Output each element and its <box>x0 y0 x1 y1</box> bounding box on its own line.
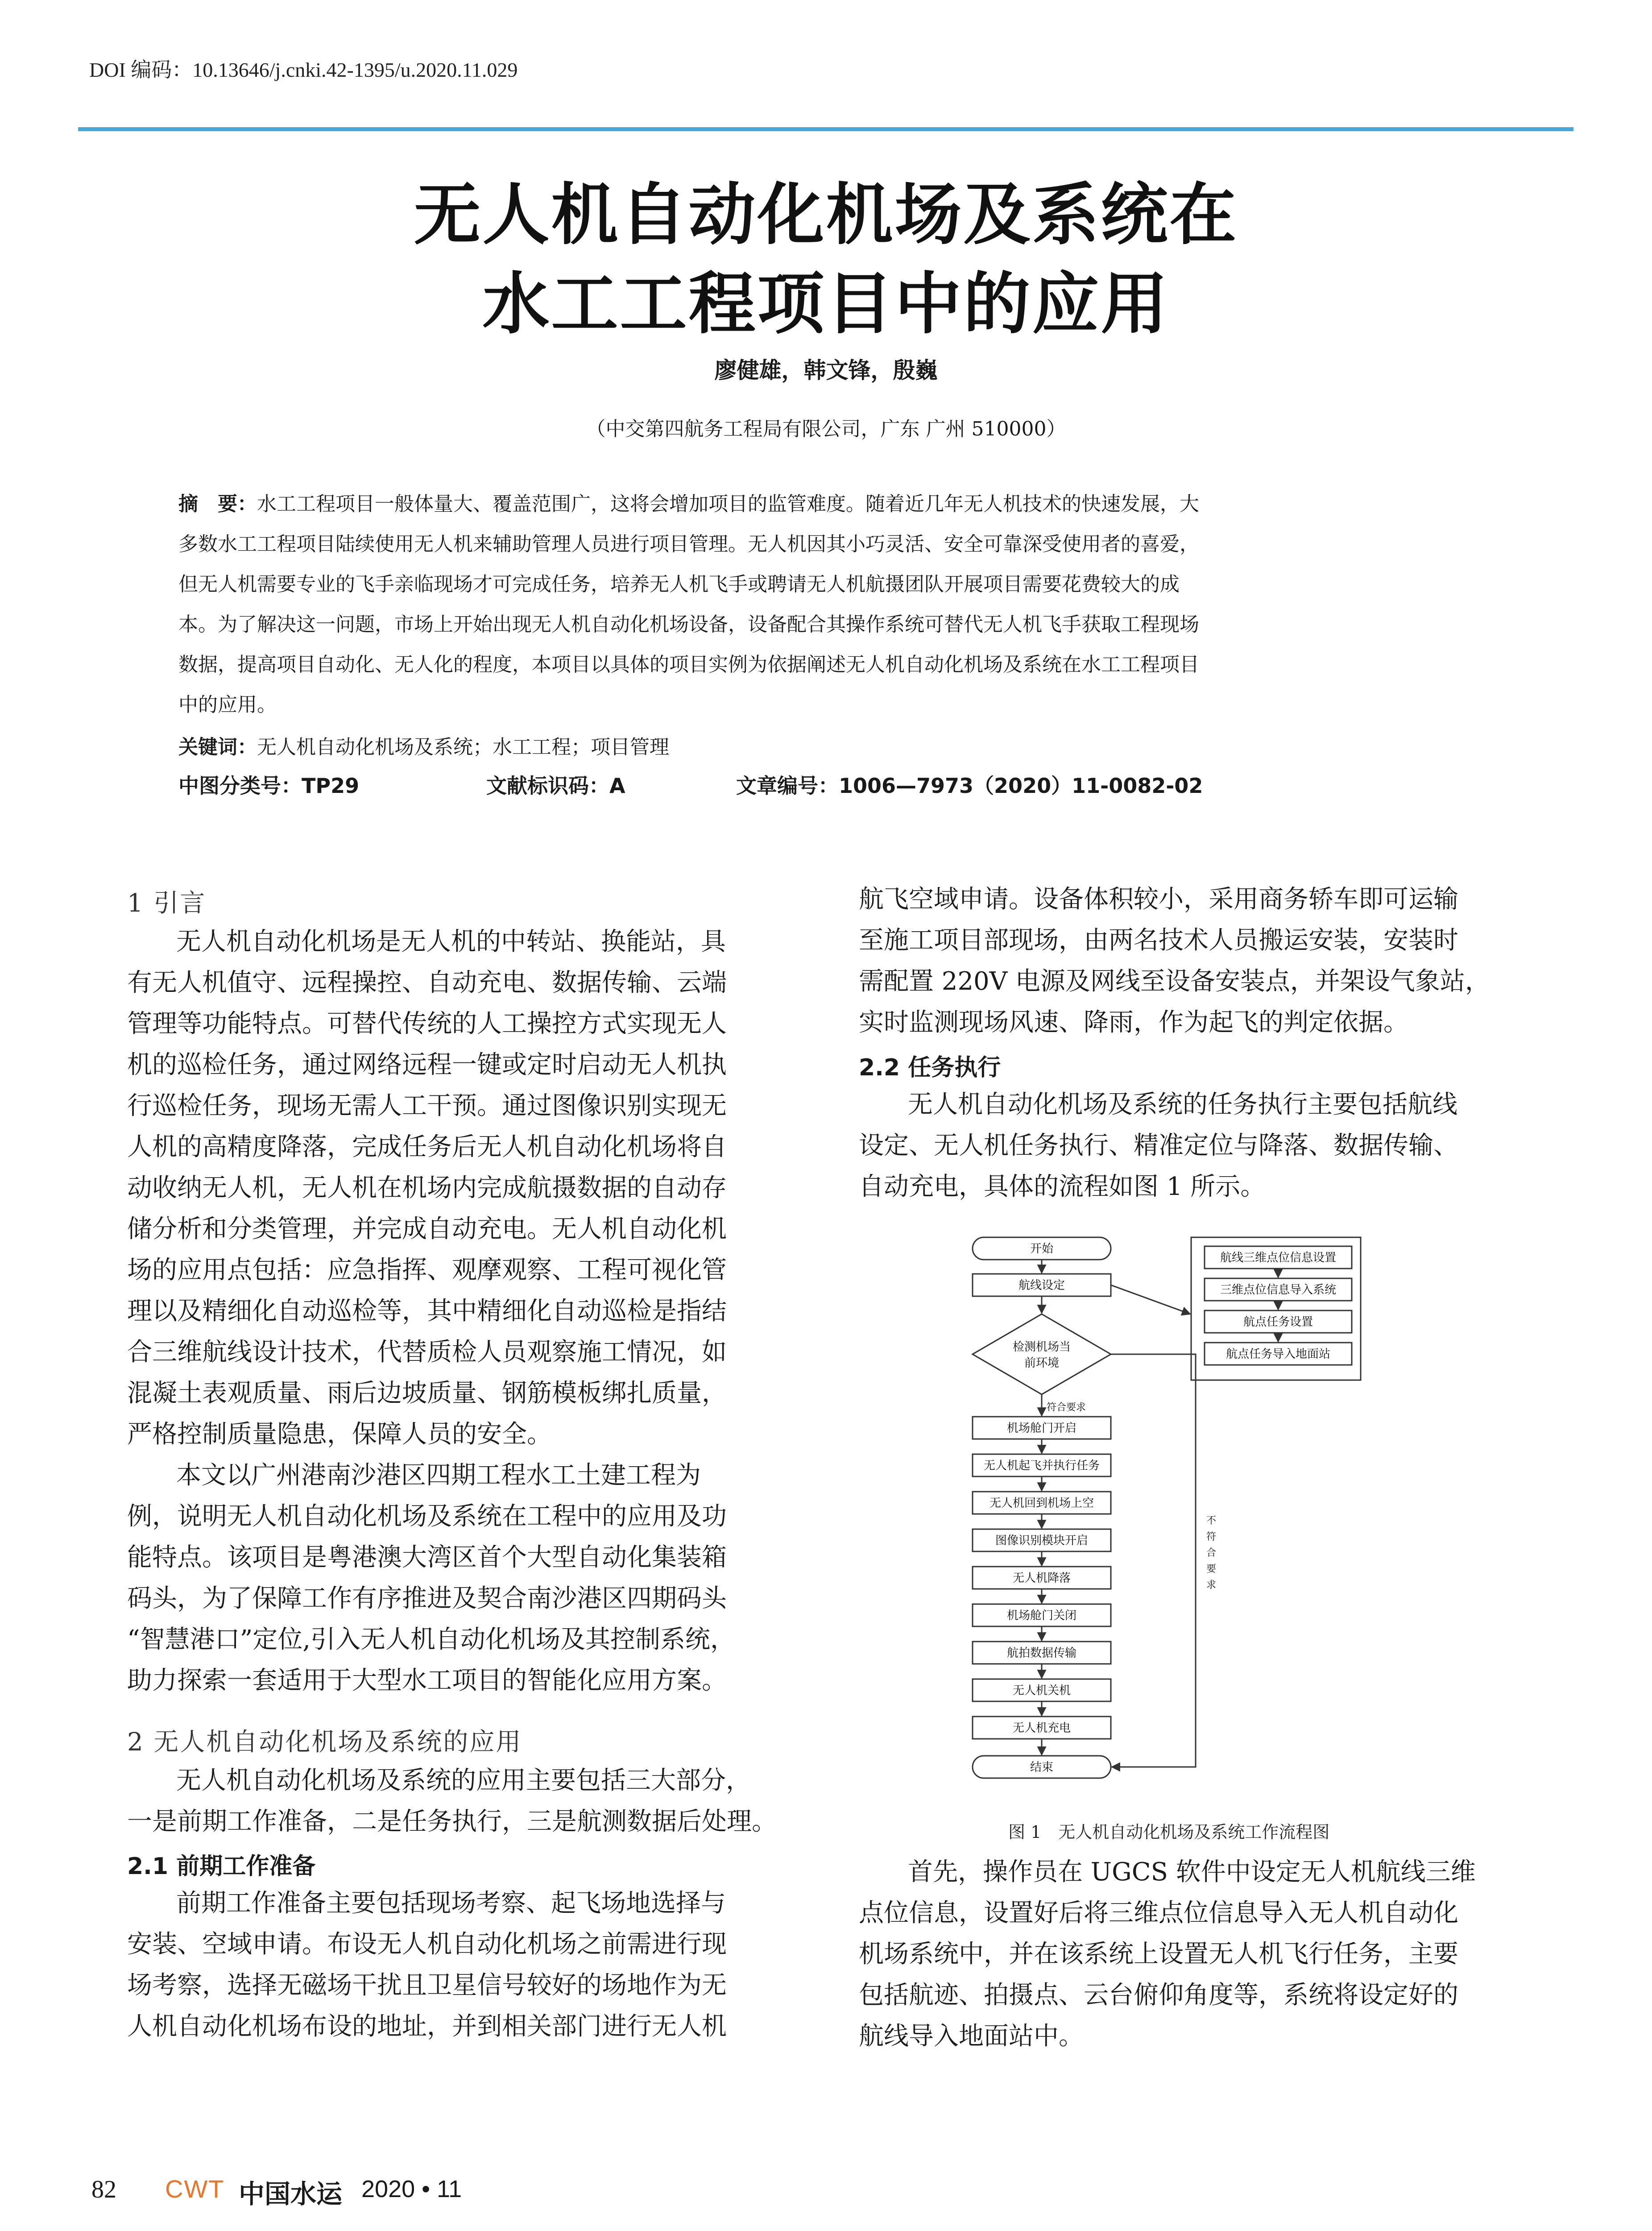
body-line: 场的应用点包括：应急指挥、观摩观察、工程可视化管 <box>127 1256 727 1285</box>
body-line: 助力探索一套适用于大型水工项目的智能化应用方案。 <box>127 1666 727 1695</box>
body-line: 前期工作准备主要包括现场考察、起飞场地选择与 <box>176 1889 726 1918</box>
body-line: 实时监测现场风速、降雨，作为起飞的判定依据。 <box>859 1008 1408 1037</box>
body-line: 动收纳无人机，无人机在机场内完成航摄数据的自动存 <box>127 1174 727 1203</box>
body-line: 严格控制质量隐患，保障人员的安全。 <box>127 1420 552 1449</box>
body-line: 包括航迹、拍摄点、云台俯仰角度等，系统将设定好的 <box>859 1981 1458 2010</box>
flow-notok-char: 符 <box>1206 1531 1217 1543</box>
flow-step-label: 机场舱门关闭 <box>1006 1609 1077 1622</box>
page-number: 82 <box>91 2176 116 2203</box>
flow-route-label: 航线设定 <box>1018 1279 1065 1292</box>
workflow-flowchart <box>964 1229 1463 1809</box>
body-line: 理以及精细化自动巡检等，其中精细化自动巡检是指结 <box>127 1297 727 1326</box>
flow-step-label: 航拍数据传输 <box>1006 1646 1077 1660</box>
body-line: “智慧港口”定位,引入无人机自动化机场及其控制系统， <box>127 1625 736 1654</box>
body-line: 人机的高精度降落，完成任务后无人机自动化机场将自 <box>127 1132 727 1161</box>
header-rule <box>78 127 1573 131</box>
flow-decision-label: 检测机场当 <box>1012 1340 1071 1354</box>
body-line: 至施工项目部现场，由两名技术人员搬运安装，安装时 <box>859 926 1458 955</box>
affiliation: （中交第四航务工程局有限公司，广东 广州 510000） <box>586 418 1066 440</box>
body-line: 本文以广州港南沙港区四期工程水工土建工程为 <box>176 1461 701 1490</box>
flow-notok-char: 不 <box>1206 1515 1217 1526</box>
body-line: 一是前期工作准备，二是任务执行，三是航测数据后处理。 <box>127 1807 777 1836</box>
flow-side-label: 三维点位信息导入系统 <box>1220 1283 1337 1297</box>
section-2-heading: 2 无人机自动化机场及系统的应用 <box>127 1728 522 1757</box>
abstract-label: 摘 要： <box>178 493 257 515</box>
abstract-line: 但无人机需要专业的飞手亲临现场才可完成任务，培养无人机飞手或聘请无人机航摄团队开展项目需要花费较大的成 <box>178 573 1180 596</box>
flow-step-label: 无人机回到机场上空 <box>989 1497 1094 1510</box>
subsection-2-2-heading: 2.2 任务执行 <box>859 1054 1001 1081</box>
flow-notok-char: 求 <box>1206 1580 1217 1591</box>
abstract-line: 本。为了解决这一问题，市场上开始出现无人机自动化机场设备，设备配合其操作系统可替代无人机飞手获取工程现场 <box>178 613 1199 636</box>
figure-caption: 图 1 无人机自动化机场及系统工作流程图 <box>1008 1822 1330 1842</box>
body-line: 首先，操作员在 UGCS 软件中设定无人机航线三维 <box>908 1858 1476 1887</box>
flow-step-label: 无人机关机 <box>1012 1684 1071 1697</box>
flow-start-label: 开始 <box>1030 1242 1054 1256</box>
body-line: 混凝土表观质量、雨后边坡质量、钢筋模板绑扎质量， <box>127 1379 727 1408</box>
doi-line: DOI 编码：10.13646/j.cnki.42-1395/u.2020.11.029 <box>89 58 518 81</box>
flow-ok-label: 符合要求 <box>1046 1402 1086 1413</box>
flow-side-label: 航点任务设置 <box>1243 1315 1313 1329</box>
abstract-text: 水工工程项目一般体量大、覆盖范围广，这将会增加项目的监管难度。随着近几年无人机技术的快速发展，大 <box>257 493 1199 515</box>
body-line: 能特点。该项目是粤港澳大湾区首个大型自动化集装箱 <box>127 1543 727 1572</box>
flow-notok-char: 合 <box>1206 1547 1217 1559</box>
flow-side-label: 航线三维点位信息设置 <box>1220 1251 1337 1265</box>
keywords-label: 关键词： <box>178 736 257 759</box>
body-line: 设定、无人机任务执行、精准定位与降落、数据传输、 <box>859 1131 1458 1160</box>
body-line: 自动充电，具体的流程如图 1 所示。 <box>859 1172 1266 1201</box>
body-line: 例，说明无人机自动化机场及系统在工程中的应用及功 <box>127 1502 727 1531</box>
keywords-line <box>178 727 669 767</box>
keywords-text: 无人机自动化机场及系统；水工工程；项目管理 <box>257 736 669 759</box>
title-line-1: 无人机自动化机场及系统在 <box>414 176 1238 254</box>
body-line: 储分析和分类管理，并完成自动充电。无人机自动化机 <box>127 1215 727 1244</box>
article-number: 文章编号：1006—7973（2020）11-0082-02 <box>736 774 1203 798</box>
body-line: 需配置 220V 电源及网线至设备安装点，并架设气象站， <box>859 967 1490 996</box>
section-1-heading: 1 引言 <box>127 889 207 918</box>
issue-number: 2020 • 11 <box>361 2176 462 2202</box>
body-line: 码头，为了保障工作有序推进及契合南沙港区四期码头 <box>127 1584 727 1613</box>
flow-step-label: 图像识别模块开启 <box>995 1534 1089 1547</box>
flow-side-label: 航点任务导入地面站 <box>1226 1348 1331 1361</box>
body-line: 无人机自动化机场是无人机的中转站、换能站，具 <box>176 927 726 956</box>
flow-decision-node <box>973 1314 1111 1394</box>
body-line: 场考察，选择无磁场干扰且卫星信号较好的场地作为无 <box>127 1971 727 2000</box>
body-line: 人机自动化机场布设的地址，并到相关部门进行无人机 <box>127 2012 727 2041</box>
flow-step-label: 无人机起飞并执行任务 <box>983 1459 1100 1472</box>
body-line: 合三维航线设计技术，代替质检人员观察施工情况，如 <box>127 1338 727 1367</box>
classification-number: 中图分类号：TP29 <box>178 774 360 798</box>
body-line: 点位信息，设置好后将三维点位信息导入无人机自动化 <box>859 1899 1458 1928</box>
body-line: 机的巡检任务，通过网络远程一键或定时启动无人机执 <box>127 1050 727 1079</box>
title-line-2: 水工工程项目中的应用 <box>482 265 1170 343</box>
body-line: 管理等功能特点。可替代传统的人工操控方式实现无人 <box>127 1009 727 1038</box>
abstract-line: 多数水工工程项目陆续使用无人机来辅助管理人员进行项目管理。无人机因其小巧灵活、安全可靠深受使用者的喜爱， <box>178 533 1199 556</box>
subsection-2-1-heading: 2.1 前期工作准备 <box>127 1853 316 1880</box>
body-line: 航线导入地面站中。 <box>859 2022 1084 2051</box>
document-code: 文献标识码：A <box>486 774 625 798</box>
abstract-line: 中的应用。 <box>178 693 277 716</box>
magazine-name: 中国水运 <box>239 2179 343 2209</box>
body-line: 无人机自动化机场及系统的任务执行主要包括航线 <box>908 1090 1457 1119</box>
flow-step-label: 无人机充电 <box>1012 1721 1071 1735</box>
flow-end-label: 结束 <box>1030 1761 1054 1774</box>
flow-step-label: 无人机降落 <box>1012 1572 1071 1585</box>
body-line: 行巡检任务，现场无需人工干预。通过图像识别实现无 <box>127 1091 727 1120</box>
abstract-line <box>178 484 1199 524</box>
body-line: 航飞空域申请。设备体积较小，采用商务轿车即可运输 <box>859 885 1458 914</box>
body-line: 无人机自动化机场及系统的应用主要包括三大部分， <box>176 1766 751 1795</box>
body-line: 机场系统中，并在该系统上设置无人机飞行任务，主要 <box>859 1940 1458 1969</box>
body-line: 有无人机值守、远程操控、自动充电、数据传输、云端 <box>127 968 727 997</box>
body-line: 安装、空域申请。布设无人机自动化机场之前需进行现 <box>127 1930 727 1959</box>
cwt-logo: CWT <box>165 2175 225 2203</box>
flow-notok-char: 要 <box>1206 1563 1217 1575</box>
flow-step-label: 机场舱门开启 <box>1006 1422 1077 1435</box>
abstract-line: 数据，提高项目自动化、无人化的程度，本项目以具体的项目实例为依据阐述无人机自动化机场及系统在水工工程项目 <box>178 653 1199 676</box>
flow-decision-label: 前环境 <box>1024 1356 1060 1370</box>
authors: 廖健雄，韩文锋，殷巍 <box>714 357 938 383</box>
